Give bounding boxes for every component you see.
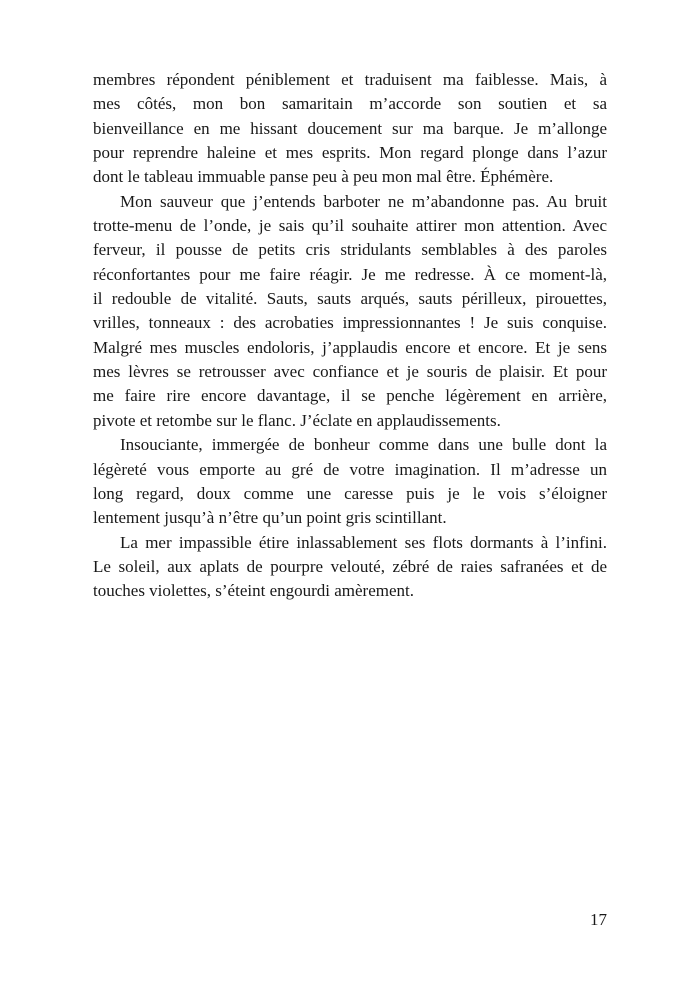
text-line: bienveillance en me hissant doucement sur ma barque. Je m’allonge: [93, 118, 607, 138]
text-line: Insouciante, immergée de bonheur comme dans une bulle dont la: [120, 435, 607, 455]
text-line: me faire rire encore davantage, il se penche légèrement en arrière,: [93, 386, 607, 406]
text-line: vrilles, tonneaux : des acrobaties impressionnantes ! Je suis conquise.: [93, 313, 607, 333]
text-line: pivote et retombe sur le flanc. J’éclate en applaudissements.: [93, 410, 501, 430]
text-line: La mer impassible étire inlassablement ses flots dormants à l’infini.: [120, 532, 607, 552]
text-line: ferveur, il pousse de petits cris stridulants semblables à des paroles: [93, 240, 607, 260]
text-line: il redouble de vitalité. Sauts, sauts arqués, sauts périlleux, pirouettes,: [93, 289, 607, 309]
text-line: Le soleil, aux aplats de pourpre velouté, zébré de raies safranées et de: [93, 556, 607, 576]
text-line: légèreté vous emporte au gré de votre imagination. Il m’adresse un: [93, 459, 607, 479]
text-line: trotte-menu de l’onde, je sais qu’il souhaite attirer mon attention. Avec: [93, 216, 607, 236]
text-line: lentement jusqu’à n’être qu’un point gris scintillant.: [93, 508, 447, 528]
page-number: 17: [590, 910, 607, 929]
text-line: Mon sauveur que j’entends barboter ne m’abandonne pas. Au bruit: [120, 191, 607, 211]
text-line: pour reprendre haleine et mes esprits. Mon regard plonge dans l’azur: [93, 143, 607, 163]
text-line: membres répondent péniblement et traduisent ma faiblesse. Mais, à: [93, 70, 607, 89]
text-line: long regard, doux comme une caresse puis je le vois s’éloigner: [93, 483, 607, 503]
text-line: dont le tableau immuable panse peu à peu mon mal être. Éphémère.: [93, 167, 554, 187]
text-line: mes lèvres se retrousser avec confiance et je souris de plaisir. Et pour: [93, 362, 607, 382]
text-line: réconfortantes pour me faire réagir. Je me redresse. À ce moment-là,: [93, 264, 607, 284]
text-line: touches violettes, s’éteint engourdi amèrement.: [93, 581, 415, 601]
text-line: Malgré mes muscles endoloris, j’applaudis encore et encore. Et je sens: [93, 337, 607, 357]
text-line: mes côtés, mon bon samaritain m’accorde son soutien et sa: [93, 94, 607, 114]
page-text: [93, 68, 607, 604]
